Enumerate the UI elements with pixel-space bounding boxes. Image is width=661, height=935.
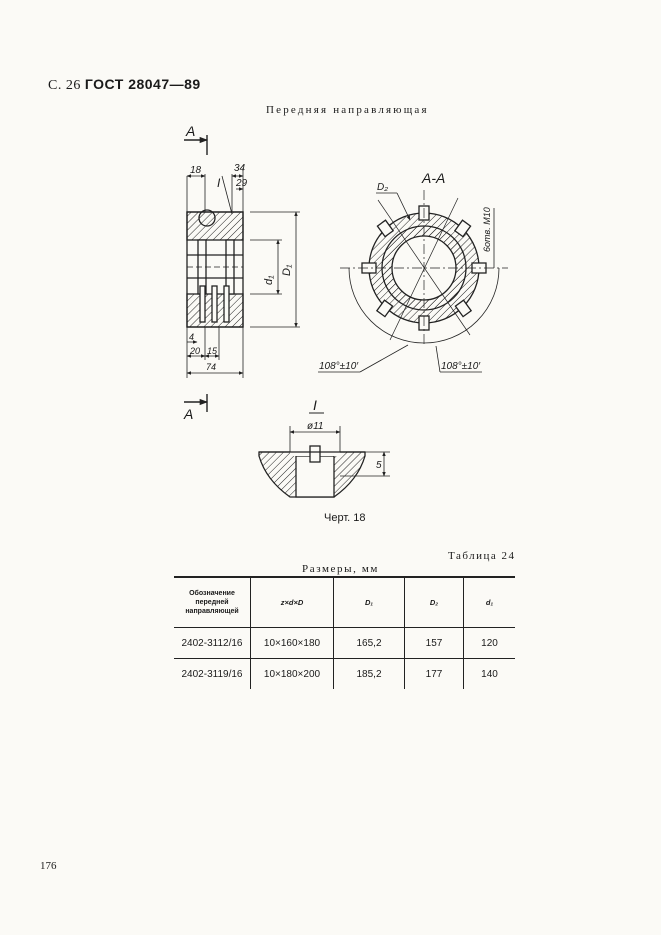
page-number: 176 [40, 860, 57, 872]
detail-ref: I [217, 176, 221, 190]
cell-D1: 185,2 [334, 659, 405, 690]
col-zdD: z×d×D [251, 577, 334, 628]
table-header-row [174, 577, 515, 628]
col-D1: D₁ [334, 577, 405, 628]
figure-caption: Черт. 18 [324, 512, 366, 524]
col-d1: d₁ [464, 577, 516, 628]
dim-74: 74 [206, 362, 217, 372]
dim-o11: ø11 [307, 421, 324, 432]
side-view [187, 210, 243, 327]
section-letter-bottom: А [184, 406, 194, 422]
cell-designation: 2402-3112/16 [181, 637, 243, 649]
dim-angle-right: 108°±10′ [441, 361, 481, 372]
dim-29: 29 [236, 178, 248, 189]
section-letter-top: А [186, 123, 196, 139]
detail-label: I [313, 397, 317, 413]
dimensions-table [174, 576, 515, 689]
cell-designation: 2402-3119/16 [174, 659, 251, 690]
cell-d1: 140 [464, 659, 516, 690]
drawing-title: Передняя направляющая [266, 104, 429, 116]
dim-18: 18 [190, 165, 202, 176]
table-row [174, 628, 515, 659]
col-designation: Обозначение передней направляющей [174, 577, 251, 628]
dim-D1: D₁ [281, 264, 293, 276]
cell-D1: 165,2 [334, 628, 405, 659]
dim-angle-left: 108°±10′ [319, 361, 359, 372]
dim-4: 4 [189, 332, 195, 342]
dim-34: 34 [234, 163, 246, 174]
detail-view [259, 446, 365, 497]
cell-d1: 120 [464, 628, 516, 659]
cell-D2: 157 [405, 628, 464, 659]
cell-D2: 177 [405, 659, 464, 690]
cell-zdD: 10×180×200 [251, 659, 334, 690]
dim-15: 15 [207, 346, 218, 356]
dim-5: 5 [376, 460, 382, 471]
table-row [174, 659, 515, 690]
table-title: Размеры, мм [302, 563, 379, 575]
dim-d1: d₁ [263, 275, 275, 285]
page-ref: С. 26 [48, 78, 81, 93]
dim-holes: 6отв. М10 [482, 207, 492, 252]
table-number: Таблица 24 [448, 550, 516, 562]
section-view-label: А-А [422, 170, 446, 186]
col-D2: D₂ [405, 577, 464, 628]
cell-zdD: 10×160×180 [251, 628, 334, 659]
standard-number: ГОСТ 28047—89 [84, 76, 201, 92]
dim-D2: D₂ [377, 182, 389, 193]
dim-20: 20 [190, 346, 201, 356]
